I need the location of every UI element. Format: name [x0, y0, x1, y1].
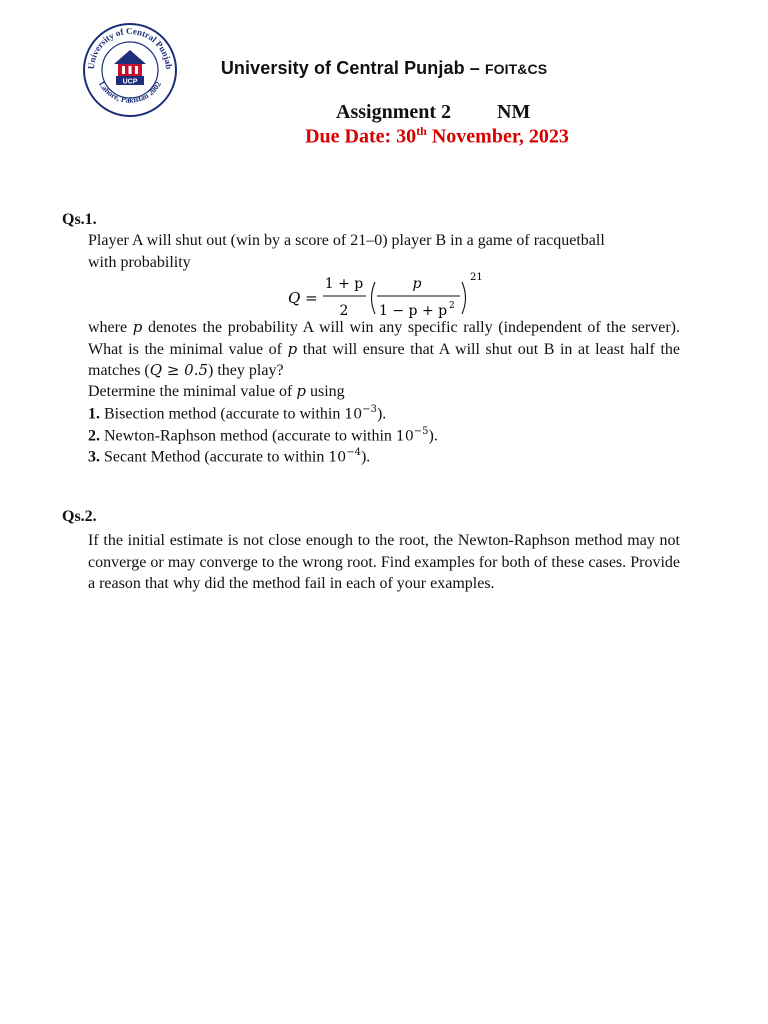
- method-tolerance-base: 10: [328, 449, 347, 466]
- question-1-intro-line2: with probability: [88, 254, 191, 271]
- assignment-title: Assignment 2: [336, 101, 452, 123]
- method-text: Bisection method (accurate to within: [100, 405, 345, 423]
- due-date: [0, 124, 768, 149]
- method-number: 1.: [88, 405, 100, 423]
- course-code: NM: [497, 101, 531, 123]
- q1-where-d: ) they play?: [208, 362, 284, 379]
- formula-lhs: Q =: [288, 289, 318, 307]
- method-item-newton-raphson: [88, 426, 438, 445]
- formula-den2: 1 − p + p: [379, 303, 448, 319]
- method-text: Newton-Raphson method (accurate to within: [100, 427, 396, 445]
- method-tolerance-base: 10: [344, 406, 363, 423]
- logo-ring-text-bottom: Lahore, Pakistan 2002: [97, 79, 163, 105]
- var-p: p: [296, 382, 306, 400]
- method-item-secant: [88, 447, 370, 466]
- q1-where-b: denotes the probability A will win any specific rally (independent of the server). What is the minimal value of: [88, 319, 680, 358]
- q1-where-c: that will ensure that A will shut out B in at least half the matches (: [88, 340, 681, 379]
- determine-end: using: [305, 383, 345, 400]
- determine-text: Determine the minimal value of: [88, 383, 297, 400]
- faculty-unit: FOIT&CS: [485, 61, 548, 77]
- due-date-suffix: November, 2023: [426, 125, 569, 148]
- logo-ring-text-top: University of Central Punjab: [85, 25, 175, 70]
- question-2-body: If the initial estimate is not close enough to the root, the Newton-Raphson method may not converge or may converge to the wrong root. Find examples for both of these cases. Provide a reason that why did the method fail in each of your examples.: [88, 532, 680, 592]
- formula-num1: 1 + p: [324, 276, 364, 292]
- due-date-prefix: Due Date: 30: [305, 125, 417, 148]
- condition: Q ≥ 0.5: [149, 361, 209, 379]
- method-text: Secant Method (accurate to within: [100, 448, 329, 466]
- q1-where-a: where: [88, 319, 133, 336]
- method-end: ).: [360, 448, 371, 466]
- question-1-determine: [88, 381, 345, 403]
- formula-left-paren: [372, 282, 376, 314]
- method-item-bisection: [88, 404, 386, 423]
- university-name: University of Central Punjab: [220, 58, 465, 78]
- question-2-heading: Qs.2.: [62, 508, 97, 525]
- method-end: ).: [428, 427, 438, 445]
- var-p: p: [132, 318, 143, 336]
- method-tolerance-exp: −3: [362, 404, 377, 415]
- method-tolerance-base: 10: [395, 428, 414, 445]
- var-p: p: [287, 339, 298, 358]
- university-title: [0, 58, 768, 79]
- formula-right-paren: [462, 282, 466, 314]
- method-number: 2.: [88, 427, 100, 445]
- formula-den1: 2: [339, 303, 349, 319]
- method-tolerance-exp: −5: [413, 426, 429, 437]
- method-tolerance-exp: −4: [346, 447, 361, 458]
- question-1-intro-line1: Player A will shut out (win by a score of 21–0) player B in a game of racquetball: [88, 232, 605, 249]
- question-1-heading: Qs.1.: [62, 211, 97, 228]
- probability-formula: [282, 268, 502, 324]
- formula-den2-sup: 2: [449, 301, 455, 311]
- logo-monogram: UCP: [122, 78, 138, 86]
- due-date-sup: th: [416, 124, 427, 138]
- title-dash: –: [464, 58, 486, 78]
- method-number: 3.: [88, 448, 100, 466]
- formula-exponent: 21: [470, 272, 483, 283]
- method-end: ).: [376, 405, 387, 423]
- question-1-body: [88, 317, 680, 382]
- formula-num2: p: [412, 276, 422, 292]
